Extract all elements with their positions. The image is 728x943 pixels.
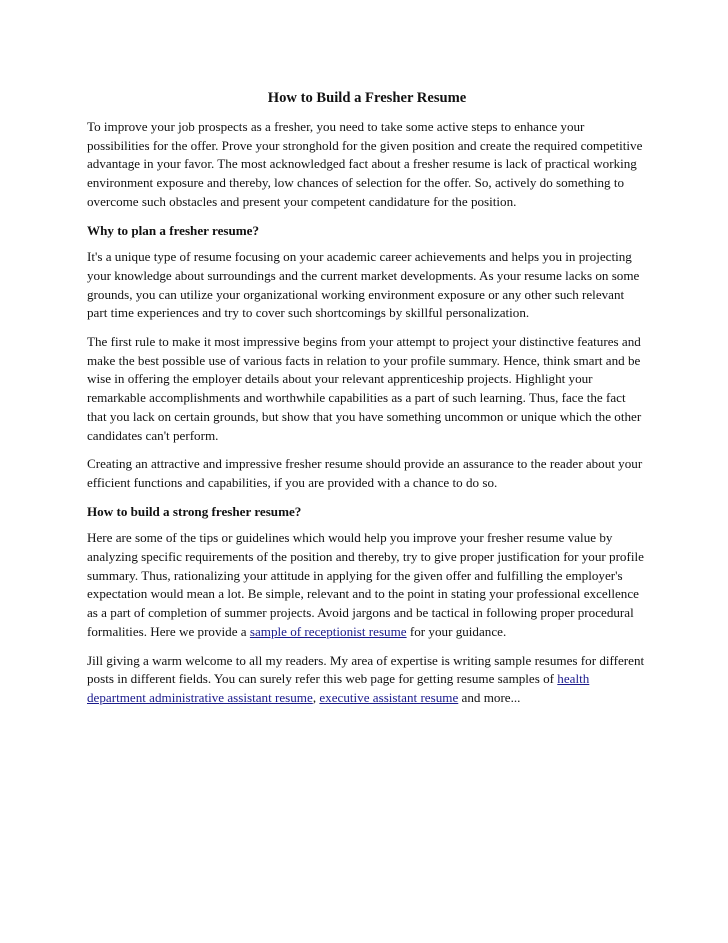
receptionist-resume-link[interactable]: sample of receptionist resume	[249, 623, 407, 639]
intro-paragraph: To improve your job prospects as a fresher, you need to take some active steps to enhance your possibilities for the offer. Prove your stronghold for the given position and create the required competitive advantage in your favor. The most acknowledged fact about a fresher resume is lack of practical working environment exposure and thereby, low chances of selection for the offer. So, actively do something to overcome such obstacles and present your competent candidature for the position.	[87, 119, 643, 209]
how-paragraph-tail: for your guidance.	[406, 623, 507, 639]
closing-paragraph	[87, 652, 647, 708]
why-paragraph-3: Creating an attractive and impressive fresher resume should provide an assurance to the reader about your efficient functions and capabilities, if you are provided with a chance to do so.	[87, 456, 643, 490]
how-paragraph-1	[87, 529, 647, 641]
why-paragraph-1: It's a unique type of resume focusing on your academic career achievements and helps you in projecting your knowledge about surroundings and the current market developments. As your resume lacks on some grounds, you can utilize your organizational working environment exposure or any other such relevant part time experiences and try to cover such shortcomings by skillful personalization.	[87, 249, 640, 321]
page-title: How to Build a Fresher Resume	[267, 90, 467, 106]
document-page	[87, 88, 647, 718]
closing-separator: ,	[312, 689, 320, 705]
executive-assistant-resume-link[interactable]: executive assistant resume	[319, 689, 459, 705]
why-paragraph-2: The first rule to make it most impressive begins from your attempt to project your distinctive features and make the best possible use of various facts in relation to your profile summary. Hence, think smart and be wise in offering the employer details about your relevant apprenticeship projects. Highlight your remarkable accomplishments and worthwhile capabilities as a part of such learning. Thus, face the fact that you lack on certain grounds, but show that you have something uncommon or unique which the other candidates can't perform.	[87, 334, 642, 443]
how-paragraph-text: Here are some of the tips or guidelines which would help you improve your fresher resume value by analyzing specific requirements of the position and thereby, try to give proper justification for your profile summary. Thus, rationalizing your attitude in applying for the given offer and fulfilling the employer's expectation would mean a lot. Be simple, relevant and to the point in stating your professional excellence as a part of completion of summer projects. Avoid jargons and be tactical in following proper procedural formalities. Here we provide a	[87, 530, 644, 639]
section-heading-why: Why to plan a fresher resume?	[87, 222, 260, 238]
section-heading-how: How to build a strong fresher resume?	[87, 503, 302, 519]
closing-text: Jill giving a warm welcome to all my readers. My area of expertise is writing sample resumes for different posts in different fields. You can surely refer this web page for getting resume samples of	[87, 652, 645, 687]
closing-tail: and more...	[458, 689, 521, 705]
health-department-resume-link[interactable]: health department administrative assistant resume	[87, 671, 590, 705]
